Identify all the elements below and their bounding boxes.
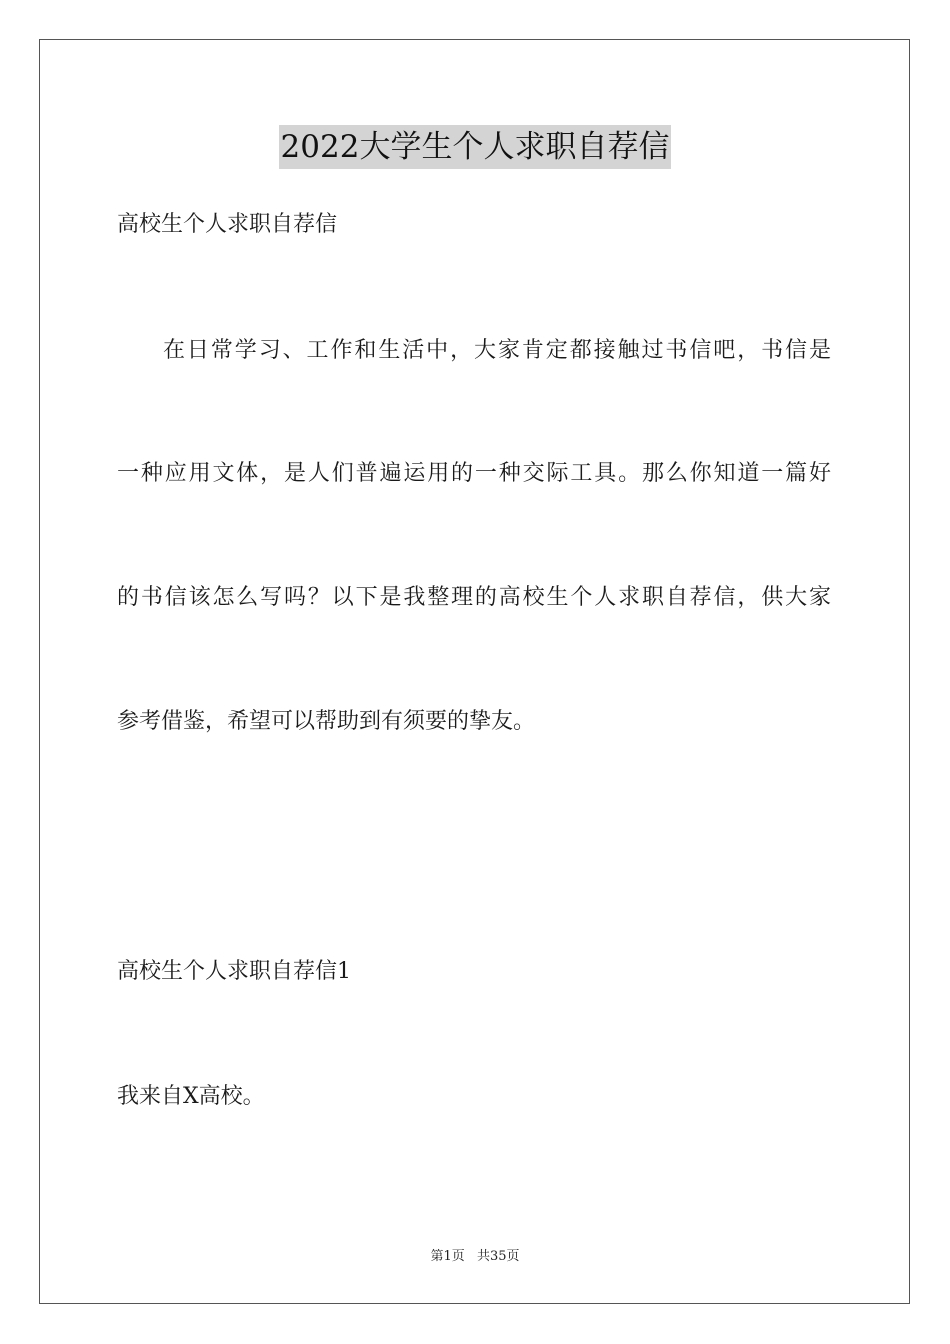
page-total: 共35页 <box>476 1249 520 1264</box>
title-container <box>0 125 950 169</box>
section-heading: 高校生个人求职自荐信1 <box>117 959 351 984</box>
page-number: 第1页 <box>430 1249 465 1264</box>
paragraph-line-1: 在日常学习、工作和生活中，大家肯定都接触过书信吧，书信是 <box>163 338 831 363</box>
paragraph-line-4: 参考借鉴，希望可以帮助到有须要的挚友。 <box>117 709 536 734</box>
section-first-line: 我来自X高校。 <box>117 1084 265 1109</box>
paragraph-line-2: 一种应用文体，是人们普遍运用的一种交际工具。那么你知道一篇好 <box>117 461 831 486</box>
page-footer <box>0 1248 950 1266</box>
document-subtitle: 高校生个人求职自荐信 <box>117 212 338 237</box>
document-title: 2022大学生个人求职自荐信 <box>279 125 672 169</box>
paragraph-line-3: 的书信该怎么写吗？以下是我整理的高校生个人求职自荐信，供大家 <box>117 585 831 610</box>
